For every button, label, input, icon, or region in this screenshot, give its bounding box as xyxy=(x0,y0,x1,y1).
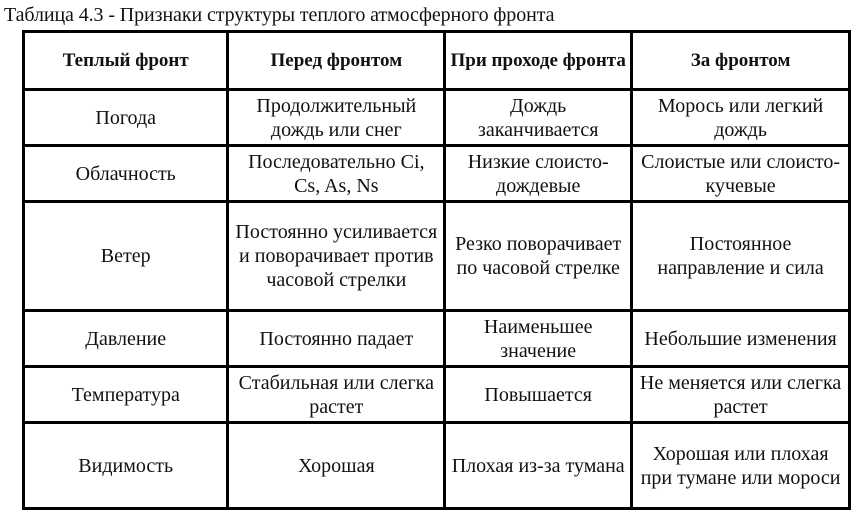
table-cell: Плохая из-за тумана xyxy=(445,423,632,509)
table-cell: Последовательно Ci, Cs, As, Ns xyxy=(228,146,445,202)
row-label: Давление xyxy=(24,311,228,367)
header-during-front: При проходе фронта xyxy=(445,32,632,90)
table-cell: Не меняется или слегка растет xyxy=(632,367,850,423)
header-before-front: Перед фронтом xyxy=(228,32,445,90)
warm-front-table xyxy=(22,30,851,510)
table-cell: Постоянное направление и сила xyxy=(632,202,850,311)
table-row-weather xyxy=(24,90,850,146)
table-cell: Хорошая xyxy=(228,423,445,509)
table-row-wind xyxy=(24,202,850,311)
row-label: Погода xyxy=(24,90,228,146)
table-cell: Слоистые или слоисто-кучевые xyxy=(632,146,850,202)
table-cell: Резко поворачивает по часовой стрелке xyxy=(445,202,632,311)
row-label: Ветер xyxy=(24,202,228,311)
header-after-front: За фронтом xyxy=(632,32,850,90)
table-row-cloudiness xyxy=(24,146,850,202)
table-cell: Наименьшее значение xyxy=(445,311,632,367)
table-cell: Постоянно усиливается и поворачивает против часовой стрелки xyxy=(228,202,445,311)
header-row xyxy=(24,32,850,90)
table-cell: Стабильная или слегка растет xyxy=(228,367,445,423)
table-caption: Таблица 4.3 - Признаки структуры теплого атмосферного фронта xyxy=(4,4,555,26)
table-row-pressure xyxy=(24,311,850,367)
table-cell: Постоянно падает xyxy=(228,311,445,367)
header-warm-front: Теплый фронт xyxy=(24,32,228,90)
table-cell: Хорошая или плохая при тумане или мороси xyxy=(632,423,850,509)
table-row-visibility xyxy=(24,423,850,509)
row-label: Видимость xyxy=(24,423,228,509)
row-label: Температура xyxy=(24,367,228,423)
table-cell: Низкие слоисто-дождевые xyxy=(445,146,632,202)
table-cell: Дождь заканчивается xyxy=(445,90,632,146)
table-row-temperature xyxy=(24,367,850,423)
row-label: Облачность xyxy=(24,146,228,202)
table-cell: Повышается xyxy=(445,367,632,423)
table-cell: Небольшие изменения xyxy=(632,311,850,367)
table-cell: Продолжительный дождь или снег xyxy=(228,90,445,146)
table-cell: Морось или легкий дождь xyxy=(632,90,850,146)
